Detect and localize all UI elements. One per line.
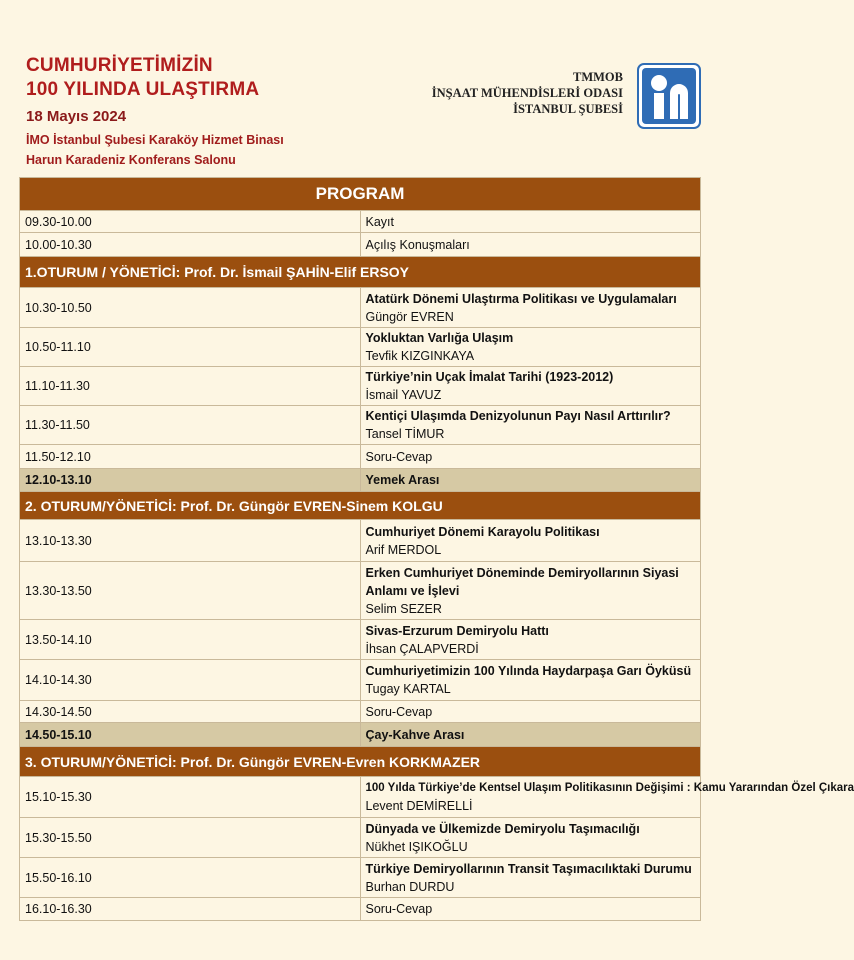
talk-cell <box>360 620 701 660</box>
time-cell: 14.50-15.10 <box>20 723 361 747</box>
talk-cell <box>360 660 701 701</box>
talk-title: Cumhuriyetimizin 100 Yılında Haydarpaşa Garı Öyküsü <box>365 664 692 678</box>
talk-title: Erken Cumhuriyet Döneminde Demiryollarının Siyasi Anlamı ve İşlevi <box>365 565 679 598</box>
table-row <box>20 367 701 406</box>
talk-title: Cumhuriyet Dönemi Karayolu Politikası <box>365 524 600 539</box>
org-line-2: İNŞAAT MÜHENDİSLERİ ODASI <box>431 86 623 100</box>
item-cell: Yemek Arası <box>360 469 701 492</box>
talk-title: Yokluktan Varlığa Ulaşım <box>365 331 514 345</box>
table-row <box>20 233 701 257</box>
time-cell: 10.00-10.30 <box>20 233 361 257</box>
speaker-name: Tansel TİMUR <box>365 427 445 441</box>
organization-name <box>432 69 623 117</box>
time-cell: 15.50-16.10 <box>20 858 361 898</box>
talk-cell <box>360 858 701 898</box>
talk-cell <box>360 288 701 328</box>
venue-line-2: Harun Karadeniz Konferans Salonu <box>26 153 236 167</box>
speaker-name: Nükhet IŞIKOĞLU <box>365 839 468 854</box>
org-line-3: İSTANBUL ŞUBESİ <box>513 102 623 116</box>
item-cell: Çay-Kahve Arası <box>360 723 701 747</box>
table-row <box>20 858 701 898</box>
title-line-2: 100 YILINDA ULAŞTIRMA <box>26 79 260 100</box>
talk-title: Türkiye’nin Uçak İmalat Tarihi (1923-2012) <box>365 370 614 384</box>
program-table <box>19 177 854 921</box>
time-cell: 14.30-14.50 <box>20 701 361 723</box>
talk-title: Türkiye Demiryollarının Transit Taşımacılıktaki Durumu <box>365 861 692 876</box>
session-1-heading-row <box>20 257 701 288</box>
program-heading-row <box>20 178 701 211</box>
table-row <box>20 211 701 233</box>
talk-cell <box>360 777 854 818</box>
talk-title: Kentiçi Ulaşımda Denizyolunun Payı Nasıl Arttırılır? <box>365 409 671 423</box>
talk-cell <box>360 818 701 858</box>
speaker-name: Arif MERDOL <box>365 542 442 557</box>
table-row <box>20 288 701 328</box>
speaker-name: Burhan DURDU <box>365 879 455 894</box>
table-row <box>20 701 701 723</box>
table-row <box>20 406 701 445</box>
title-line-1: CUMHURİYETİMİZİN <box>26 55 213 76</box>
session-1-heading: 1.OTURUM / YÖNETİCİ: Prof. Dr. İsmail ŞAHİN-Elif ERSOY <box>20 257 701 288</box>
event-date: 18 Mayıs 2024 <box>26 108 127 125</box>
item-cell: Soru-Cevap <box>360 898 701 921</box>
talk-title: Dünyada ve Ülkemizde Demiryolu Taşımacılığı <box>365 821 640 836</box>
time-cell: 15.30-15.50 <box>20 818 361 858</box>
speaker-name: Selim SEZER <box>365 601 442 616</box>
item-cell: Soru-Cevap <box>360 701 701 723</box>
talk-cell <box>360 520 701 562</box>
table-row <box>20 818 701 858</box>
session-2-heading: 2. OTURUM/YÖNETİCİ: Prof. Dr. Güngör EVREN-Sinem KOLGU <box>20 492 701 520</box>
item-cell: Soru-Cevap <box>360 445 701 469</box>
time-cell: 09.30-10.00 <box>20 211 361 233</box>
speaker-name: Levent DEMİRELLİ <box>365 799 473 813</box>
item-cell: Açılış Konuşmaları <box>360 233 701 257</box>
talk-cell <box>360 328 701 367</box>
lunch-break-row <box>20 469 701 492</box>
talk-cell <box>360 406 701 445</box>
time-cell: 15.10-15.30 <box>20 777 361 818</box>
time-cell: 11.50-12.10 <box>20 445 361 469</box>
speaker-name: Güngör EVREN <box>365 309 454 324</box>
talk-cell <box>360 562 701 620</box>
venue-line-1: İMO İstanbul Şubesi Karaköy Hizmet Binası <box>26 133 284 147</box>
speaker-name: İsmail YAVUZ <box>365 388 442 402</box>
page-title <box>26 54 259 102</box>
table-row <box>20 898 701 921</box>
speaker-name: Tugay KARTAL <box>365 682 451 696</box>
table-row <box>20 620 701 660</box>
table-row <box>20 660 701 701</box>
time-cell: 12.10-13.10 <box>20 469 361 492</box>
speaker-name: Tevfik KIZGINKAYA <box>365 349 475 363</box>
speaker-name: İhsan ÇALAPVERDİ <box>365 641 479 656</box>
time-cell: 13.50-14.10 <box>20 620 361 660</box>
talk-title: 100 Yılda Türkiye’de Kentsel Ulaşım Politikasının Değişimi : Kamu Yararından Özel Çıkara <box>365 782 854 794</box>
table-row <box>20 328 701 367</box>
table-row <box>20 520 701 562</box>
talk-cell <box>360 367 701 406</box>
time-cell: 10.30-10.50 <box>20 288 361 328</box>
program-heading: PROGRAM <box>20 178 701 211</box>
time-cell: 13.30-13.50 <box>20 562 361 620</box>
time-cell: 11.30-11.50 <box>20 406 361 445</box>
coffee-break-row <box>20 723 701 747</box>
header <box>0 0 720 176</box>
venue <box>26 130 284 170</box>
time-cell: 14.10-14.30 <box>20 660 361 701</box>
time-cell: 16.10-16.30 <box>20 898 361 921</box>
time-cell: 11.10-11.30 <box>20 367 361 406</box>
table-row <box>20 445 701 469</box>
time-cell: 10.50-11.10 <box>20 328 361 367</box>
table-row <box>20 777 701 818</box>
item-cell: Kayıt <box>360 211 701 233</box>
talk-title: Atatürk Dönemi Ulaştırma Politikası ve Uygulamaları <box>365 291 677 306</box>
imo-logo-icon <box>637 63 701 129</box>
session-3-heading-row <box>20 747 701 777</box>
talk-title: Sivas-Erzurum Demiryolu Hattı <box>365 623 549 638</box>
session-2-heading-row <box>20 492 701 520</box>
time-cell: 13.10-13.30 <box>20 520 361 562</box>
org-line-1: TMMOB <box>573 70 623 84</box>
session-3-heading: 3. OTURUM/YÖNETİCİ: Prof. Dr. Güngör EVREN-Evren KORKMAZER <box>20 747 701 777</box>
table-row <box>20 562 701 620</box>
